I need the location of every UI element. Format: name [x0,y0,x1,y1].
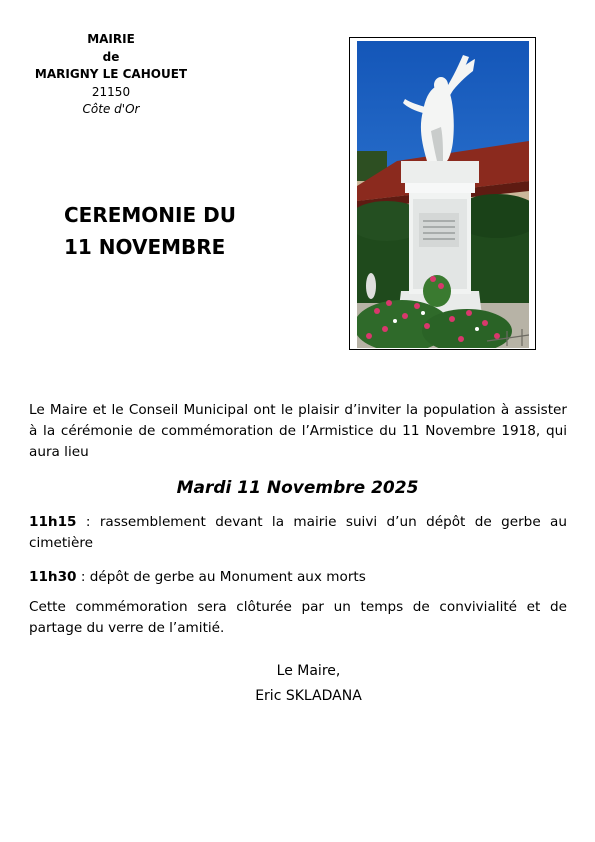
inscription-plaque [419,213,459,247]
war-memorial-photo [349,37,536,350]
event-date: Mardi 11 Novembre 2025 [176,478,419,498]
schedule-time-1: 11h15 [29,514,77,530]
page-title [64,199,236,263]
header-mairie: MAIRIE [87,32,135,46]
mairie-header [20,31,202,119]
invitation-paragraph: Le Maire et le Conseil Municipal ont le plaisir d’inviter la population à assister à la cérémonie de commémoration de l’Armistice du 11 Novembre 1918, qui aura lieu [29,402,567,460]
schedule-text-1: : rassemblement devant la mairie suivi d’un dépôt de gerbe au cimetière [29,514,567,551]
title-line-2: 11 NOVEMBRE [64,235,226,259]
schedule-item-1 [29,512,567,554]
signature-block [0,659,595,709]
header-de: de [102,49,120,64]
closing-paragraph: Cette commémoration sera clôturée par un temps de convivialité et de partage du verre de l’amitié. [29,599,567,636]
war-memorial-image [357,41,529,348]
title-line-1: CEREMONIE DU [64,203,236,227]
header-department: Côte d'Or [82,102,140,116]
header-postcode: 21150 [91,84,131,99]
signature-role: Le Maire, [276,663,341,679]
schedule-time-2: 11h30 [29,569,77,585]
schedule-text-2: : dépôt de gerbe au Monument aux morts [76,569,366,585]
schedule-item-2 [29,567,567,588]
signature-name: Eric SKLADANA [255,688,362,704]
header-commune: MARIGNY LE CAHOUET [34,67,188,81]
